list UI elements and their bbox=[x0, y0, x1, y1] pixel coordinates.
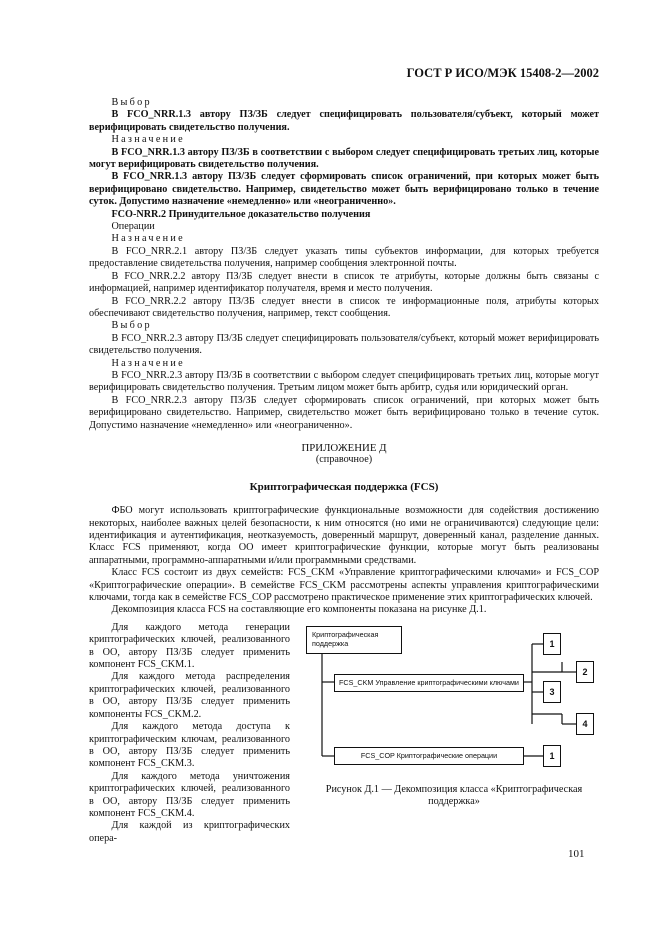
left-paragraph: Для каждого метода доступа к криптографическим ключам, реализованного в ОО, автору ПЗ/ЗБ следует применить компонент FCS_CKM.3. bbox=[89, 721, 290, 770]
body-paragraph: Выбор bbox=[111, 97, 152, 108]
ckm-component-box: 4 bbox=[576, 713, 594, 735]
body-paragraph: В FCO_NRR.1.3 автору ПЗ/ЗБ следует сформировать список ограничений, при которых может быть верифицировано свидетельство. Например, свидетельство может быть верифицировано только в течение суток. Допустимо назначение «немедленно» или «неограниченно». bbox=[89, 171, 599, 208]
page-content bbox=[89, 97, 599, 844]
body-paragraph: Операции bbox=[111, 221, 155, 233]
appendix-subtitle: (справочное) bbox=[315, 454, 373, 466]
body-paragraph: Назначение bbox=[111, 233, 185, 245]
document-header: ГОСТ Р ИСО/МЭК 15408-2—2002 bbox=[406, 66, 599, 80]
cop-family-box: FCS_COP Криптографические операции bbox=[334, 747, 524, 765]
ckm-component-box: 3 bbox=[543, 681, 561, 703]
body-paragraph: В FCO_NRR.2.3 автору ПЗ/ЗБ следует специфицировать пользователя/субъект, который может верифицировать свидетельство получения. bbox=[89, 332, 599, 357]
decomposition-diagram bbox=[306, 626, 602, 778]
appendix-heading: Криптографическая поддержка (FCS) bbox=[249, 480, 439, 493]
left-paragraph: Для каждой из криптографических опера- bbox=[89, 820, 290, 844]
body-paragraph: В FCO_NRR.1.3 автору ПЗ/ЗБ следует специфицировать пользователя/субъект, который может верифицировать свидетельство получения. bbox=[89, 109, 599, 133]
left-column bbox=[89, 622, 290, 845]
ckm-family-box: FCS_CKM Управление криптографическими ключами bbox=[334, 674, 524, 692]
paragraph-block bbox=[89, 97, 599, 432]
two-column-section bbox=[89, 621, 599, 844]
left-paragraph: Для каждого метода генерации криптографических ключей, реализованного в ОО, автору ПЗ/ЗБ следует применить компонент FCS_CKM.1. bbox=[89, 621, 290, 671]
body-paragraph: В FCO_NRR.2.1 автору ПЗ/ЗБ следует указать типы субъектов информации, для которых требуется предоставление свидетельства получения, например сообщения электронной почты. bbox=[89, 245, 599, 270]
body-paragraph: Выбор bbox=[111, 320, 152, 332]
body-paragraph: В FCO_NRR.1.3 автору ПЗ/ЗБ в соответствии с выбором следует специфицировать третьих лиц, которые могут верифицировать свидетельство получения. bbox=[89, 146, 599, 171]
left-paragraph: Для каждого метода уничтожения криптографических ключей, реализованного в ОО, автору ПЗ/ЗБ следует применить компонент FCS_CKM.4. bbox=[89, 770, 290, 819]
appendix-title: ПРИЛОЖЕНИЕ Д bbox=[301, 441, 387, 454]
left-paragraph: Для каждого метода распределения криптографических ключей, реализованного в ОО, автору ПЗ/ЗБ следует применить компоненты FCS_CKM.2. bbox=[89, 671, 290, 720]
class-box: Криптографическая поддержка bbox=[306, 626, 402, 654]
body-paragraph: В FCO_NRR.2.3 автору ПЗ/ЗБ следует сформировать список ограничений, при которых может быть верифицировано свидетельство. Например, свидетельство может быть верифицировано только в течение суток. Допустимо назначение «немедленно» или «неограниченно». bbox=[89, 394, 599, 431]
body-paragraph: Назначение bbox=[111, 357, 185, 369]
body-paragraph: FCO-NRR.2 Принудительное доказательство получения bbox=[111, 208, 371, 220]
body-paragraph: В FCO_NRR.2.2 автору ПЗ/ЗБ следует внести в список те атрибуты, которые должны быть связаны с информацией, например идентификатор получателя, время и место получения. bbox=[89, 270, 599, 295]
cop-component-box: 1 bbox=[543, 745, 561, 767]
body-paragraph: Назначение bbox=[111, 134, 185, 146]
appendix-paragraph: Декомпозиция класса FCS на составляющие его компоненты показана на рисунке Д.1. bbox=[111, 604, 487, 616]
ckm-component-box: 1 bbox=[543, 633, 561, 655]
figure-caption: Рисунок Д.1 — Декомпозиция класса «Криптографическая поддержка» bbox=[325, 783, 583, 808]
page-number: 101 bbox=[568, 848, 585, 860]
body-paragraph: В FCO_NRR.2.3 автору ПЗ/ЗБ в соответствии с выбором следует специфицировать третьих лиц, которые могут верифицировать свидетельство получения. Третьим лицом может быть арбитр, судья или юридический орган. bbox=[89, 369, 599, 394]
body-paragraph: В FCO_NRR.2.2 автору ПЗ/ЗБ следует внести в список те информационные поля, атрибуты которых обеспечивают свидетельство получения, например, текст сообщения. bbox=[89, 295, 599, 319]
appendix-paragraph: ФБО могут использовать криптографические функциональные возможности для содействия достижению некоторых, наиболее важных целей безопасности, к ним относятся (но ими не ограничиваются) следующие цели: идентификация и аутентификация, неотказуемость, доверенный маршрут, доверенный канал, разделение данных. Класс FCS применяют, когда ОО имеет криптографические функции, которые могут быть реализованы аппаратными, программно-аппаратными и/или программными средствами. bbox=[89, 505, 599, 566]
ckm-component-box: 2 bbox=[576, 661, 594, 683]
appendix-paragraph: Класс FCS состоит из двух семейств: FCS_CKM «Управление криптографическими ключами» и FCS_COP «Криптографические операции». В семействе FCS_CKM рассмотрены аспекты управления криптографическими ключами, тогда как в семействе FCS_COP рассмотрено практическое применение этих криптографических ключей. bbox=[89, 567, 599, 604]
